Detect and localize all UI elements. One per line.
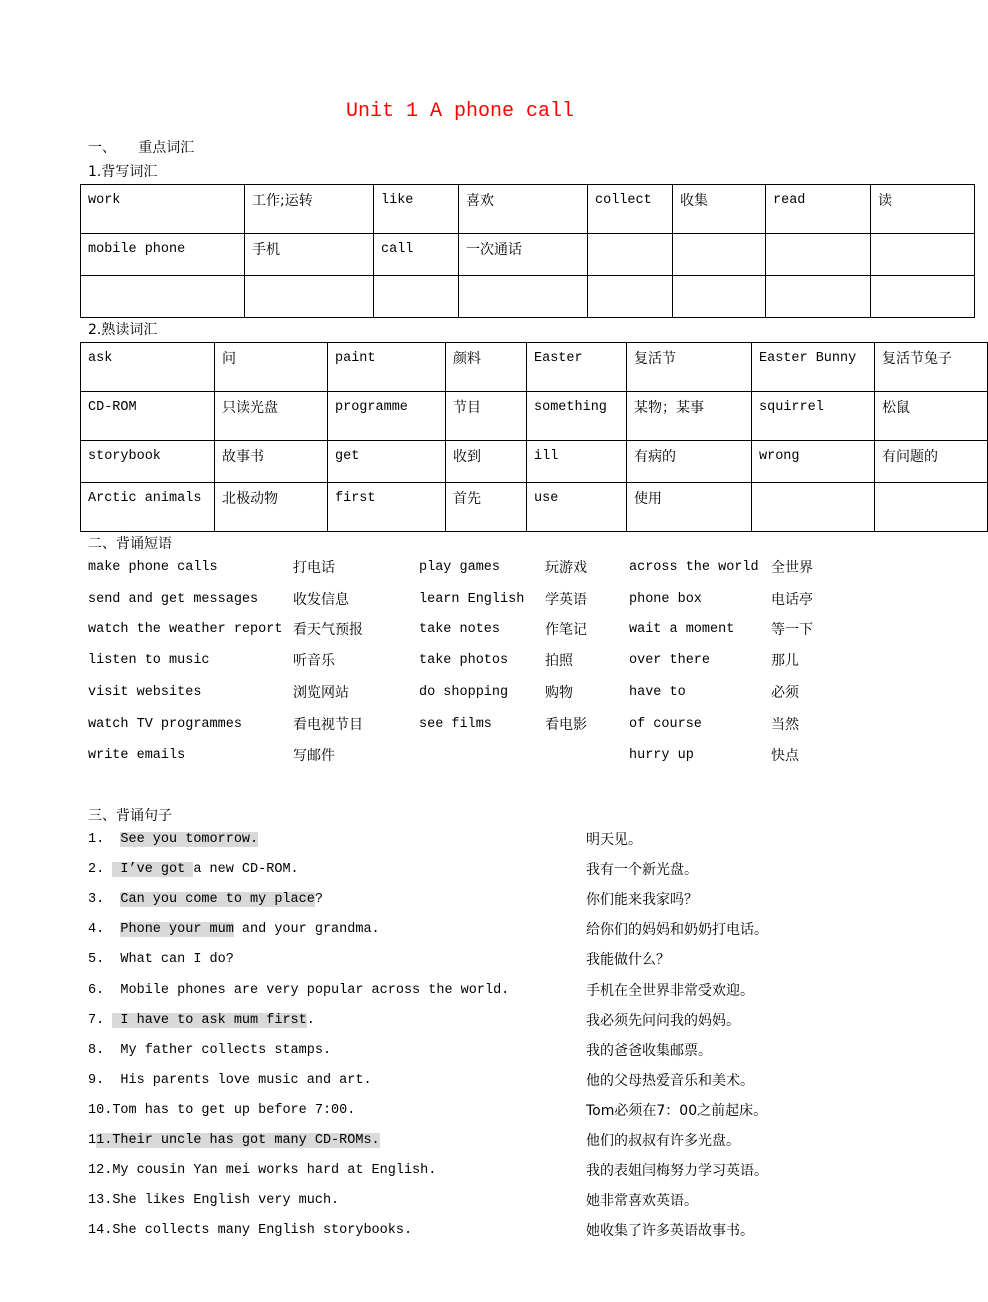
phrase: listen to music (88, 653, 210, 668)
table-cell: 节目 (446, 392, 527, 441)
sentence-number: 12. (88, 1163, 113, 1179)
phrase-translation: 听音乐 (293, 653, 335, 669)
subsection-heading: 2.熟读词汇 (88, 322, 158, 338)
phrase: play games (419, 560, 501, 575)
table-cell (871, 276, 975, 318)
phrase: have to (629, 685, 686, 700)
highlighted-text: Can you come to my place (120, 892, 315, 908)
phrase: watch the weather report (88, 622, 283, 637)
sentence-text: His parents love music and art. (120, 1072, 372, 1088)
table-cell: 松鼠 (875, 392, 988, 441)
phrase-translation: 看天气预报 (293, 622, 363, 638)
sentence-translation: 她非常喜欢英语。 (586, 1193, 698, 1210)
phrase-translation: 等一下 (771, 622, 813, 638)
phrase-translation: 浏览网站 (293, 685, 349, 701)
section-heading: 一、 重点词汇 (88, 140, 195, 156)
sentence (88, 1163, 436, 1179)
phrase-translation: 快点 (771, 748, 799, 764)
phrase-translation: 收发信息 (293, 592, 349, 608)
phrase-translation: 拍照 (545, 653, 573, 669)
table-cell: first (328, 483, 446, 532)
table-cell (766, 276, 871, 318)
sentence (88, 832, 258, 848)
table-cell: 手机 (245, 234, 374, 276)
sentence-number: 13. (88, 1193, 113, 1209)
phrase: across the world (629, 560, 759, 575)
phrase: take photos (419, 653, 509, 668)
phrase: phone box (629, 592, 702, 607)
phrase: send and get messages (88, 592, 259, 607)
table-cell: 复活节兔子 (875, 343, 988, 392)
sentence (88, 922, 380, 938)
sentence (88, 862, 299, 878)
table-row (81, 343, 988, 392)
table-cell: 首先 (446, 483, 527, 532)
sentence-translation: 我的表姐闫梅努力学习英语。 (586, 1163, 768, 1180)
table-cell (766, 234, 871, 276)
sentence-text: and your grandma. (233, 922, 380, 938)
phrase: hurry up (629, 748, 694, 763)
sentence (88, 1133, 380, 1149)
table-cell: 读 (871, 185, 975, 234)
phrase-translation: 作笔记 (545, 622, 587, 638)
table-cell (81, 276, 245, 318)
subsection-heading: 1.背写词汇 (88, 164, 158, 180)
phrase-translation: 看电视节目 (293, 717, 363, 733)
table-cell: CD-ROM (81, 392, 215, 441)
sentence-number: 8. (88, 1042, 121, 1058)
table-cell (459, 276, 588, 318)
highlighted-text: See you tomorrow. (120, 832, 259, 847)
table-cell (588, 234, 673, 276)
table-cell (752, 483, 875, 532)
table-cell: 喜欢 (459, 185, 588, 234)
table-row (81, 441, 988, 483)
sentence-number: 1. (88, 832, 121, 847)
table-cell: 有问题的 (875, 441, 988, 483)
sentence (88, 952, 234, 968)
sentence-text: Mobile phones are very popular across the world. (120, 982, 510, 998)
table-cell: 北极动物 (215, 483, 328, 532)
highlighted-text: I’ve got (112, 862, 194, 878)
sentence-translation: Tom必须在7：00之前起床。 (586, 1102, 768, 1119)
table-cell: Easter Bunny (752, 343, 875, 392)
sentence (88, 1193, 339, 1209)
sentence-text: . (306, 1012, 315, 1028)
sentence-translation: 她收集了许多英语故事书。 (586, 1223, 754, 1240)
highlighted-text: 1.Their uncle has got many CD-ROMs. (96, 1133, 380, 1148)
table-cell: 某物；某事 (627, 392, 752, 441)
sentence-translation: 我必须先问问我的妈妈。 (586, 1012, 740, 1029)
sentence-text: She likes English very much. (112, 1193, 340, 1209)
phrase-translation: 全世界 (771, 560, 813, 576)
sentence (88, 1013, 315, 1029)
phrase-translation: 电话亭 (771, 592, 813, 608)
table-cell: 收集 (673, 185, 766, 234)
sentence-number: 7. (88, 1012, 113, 1028)
phrase: watch TV programmes (88, 717, 242, 732)
sentence (88, 983, 509, 999)
sentence (88, 1043, 331, 1059)
sentence (88, 892, 323, 908)
phrase-translation: 玩游戏 (545, 560, 587, 576)
phrase: wait a moment (629, 622, 735, 637)
sentence-number: 9. (88, 1072, 121, 1088)
sentence-number: 5. (88, 952, 121, 968)
table-row (81, 234, 975, 276)
table-row (81, 392, 988, 441)
sentence-text: My cousin Yan mei works hard at English. (112, 1163, 437, 1179)
phrase-translation: 当然 (771, 717, 799, 733)
section-heading: 二、背诵短语 (88, 536, 172, 552)
table-cell (374, 276, 459, 318)
table-cell: collect (588, 185, 673, 234)
table-cell: paint (328, 343, 446, 392)
table-cell: 有病的 (627, 441, 752, 483)
phrase: write emails (88, 748, 186, 763)
sentence-text: My father collects stamps. (120, 1042, 332, 1058)
sentence (88, 1073, 372, 1089)
sentence-translation: 他的父母热爱音乐和美术。 (586, 1072, 754, 1089)
phrase-translation: 购物 (545, 685, 573, 701)
sentence-text: a new CD-ROM. (193, 862, 299, 878)
table-cell: 颜料 (446, 343, 527, 392)
table-row (81, 483, 988, 532)
page-title: Unit 1 A phone call (345, 100, 575, 123)
table-cell: read (766, 185, 871, 234)
phrase-translation: 学英语 (545, 592, 587, 608)
table-cell: use (527, 483, 627, 532)
table-cell: get (328, 441, 446, 483)
table-cell (673, 276, 766, 318)
sentence-translation: 你们能来我家吗？ (586, 892, 698, 909)
phrase: take notes (419, 622, 501, 637)
table-cell: something (527, 392, 627, 441)
sentence-number: 1 (88, 1133, 97, 1148)
table-cell: ill (527, 441, 627, 483)
table-cell: 只读光盘 (215, 392, 328, 441)
table-cell (588, 276, 673, 318)
sentence-number: 14. (88, 1223, 113, 1239)
table-cell (875, 483, 988, 532)
table-cell: 故事书 (215, 441, 328, 483)
sentence-translation: 给你们的妈妈和奶奶打电话。 (586, 922, 768, 939)
highlighted-text: I have to ask mum first (112, 1012, 307, 1028)
sentence-text: What can I do? (120, 952, 234, 968)
sentence-number: 10. (88, 1102, 113, 1118)
section-heading: 三、背诵句子 (88, 808, 172, 824)
phrase: visit websites (88, 685, 202, 700)
sentence-translation: 明天见。 (586, 832, 642, 848)
sentence-translation: 我的爸爸收集邮票。 (586, 1042, 712, 1059)
highlighted-text: Phone your mum (120, 922, 234, 938)
sentence (88, 1103, 355, 1119)
sentence (88, 1223, 412, 1239)
sentence-text: ? (314, 892, 323, 908)
phrase: see films (419, 717, 492, 732)
phrase: make phone calls (88, 560, 218, 575)
phrase-translation: 那儿 (771, 653, 799, 669)
sentence-text: She collects many English storybooks. (112, 1223, 413, 1239)
table-row (81, 185, 975, 234)
table-cell: 一次通话 (459, 234, 588, 276)
sentence-number: 2. (88, 862, 113, 878)
vocab-table-1 (80, 184, 975, 318)
table-cell (245, 276, 374, 318)
vocab-table-2 (80, 342, 988, 532)
sentence-translation: 我有一个新光盘。 (586, 862, 698, 879)
table-cell: work (81, 185, 245, 234)
sentence-translation: 他们的叔叔有许多光盘。 (586, 1133, 740, 1149)
table-cell (673, 234, 766, 276)
sentence-number: 4. (88, 922, 121, 938)
table-cell: Arctic animals (81, 483, 215, 532)
sentence-number: 6. (88, 982, 121, 998)
table-cell: ask (81, 343, 215, 392)
table-cell: squirrel (752, 392, 875, 441)
table-cell: mobile phone (81, 234, 245, 276)
table-cell: 收到 (446, 441, 527, 483)
table-cell: storybook (81, 441, 215, 483)
sentence-translation: 我能做什么？ (586, 952, 670, 969)
table-cell: call (374, 234, 459, 276)
phrase: over there (629, 653, 711, 668)
phrase: do shopping (419, 685, 509, 700)
phrase-translation: 看电影 (545, 717, 587, 733)
table-cell: like (374, 185, 459, 234)
sentence-text: Tom has to get up before 7:00. (112, 1102, 356, 1118)
table-cell: Easter (527, 343, 627, 392)
table-cell: 使用 (627, 483, 752, 532)
sentence-translation: 手机在全世界非常受欢迎。 (586, 982, 754, 999)
sentence-number: 3. (88, 892, 121, 908)
table-cell: programme (328, 392, 446, 441)
table-cell: 复活节 (627, 343, 752, 392)
phrase-translation: 写邮件 (293, 748, 335, 764)
table-cell (871, 234, 975, 276)
phrase-translation: 必须 (771, 685, 799, 701)
phrase: of course (629, 717, 702, 732)
phrase-translation: 打电话 (293, 560, 335, 576)
table-cell: wrong (752, 441, 875, 483)
table-row (81, 276, 975, 318)
table-cell: 问 (215, 343, 328, 392)
table-cell: 工作;运转 (245, 185, 374, 234)
phrase: learn English (419, 592, 525, 607)
